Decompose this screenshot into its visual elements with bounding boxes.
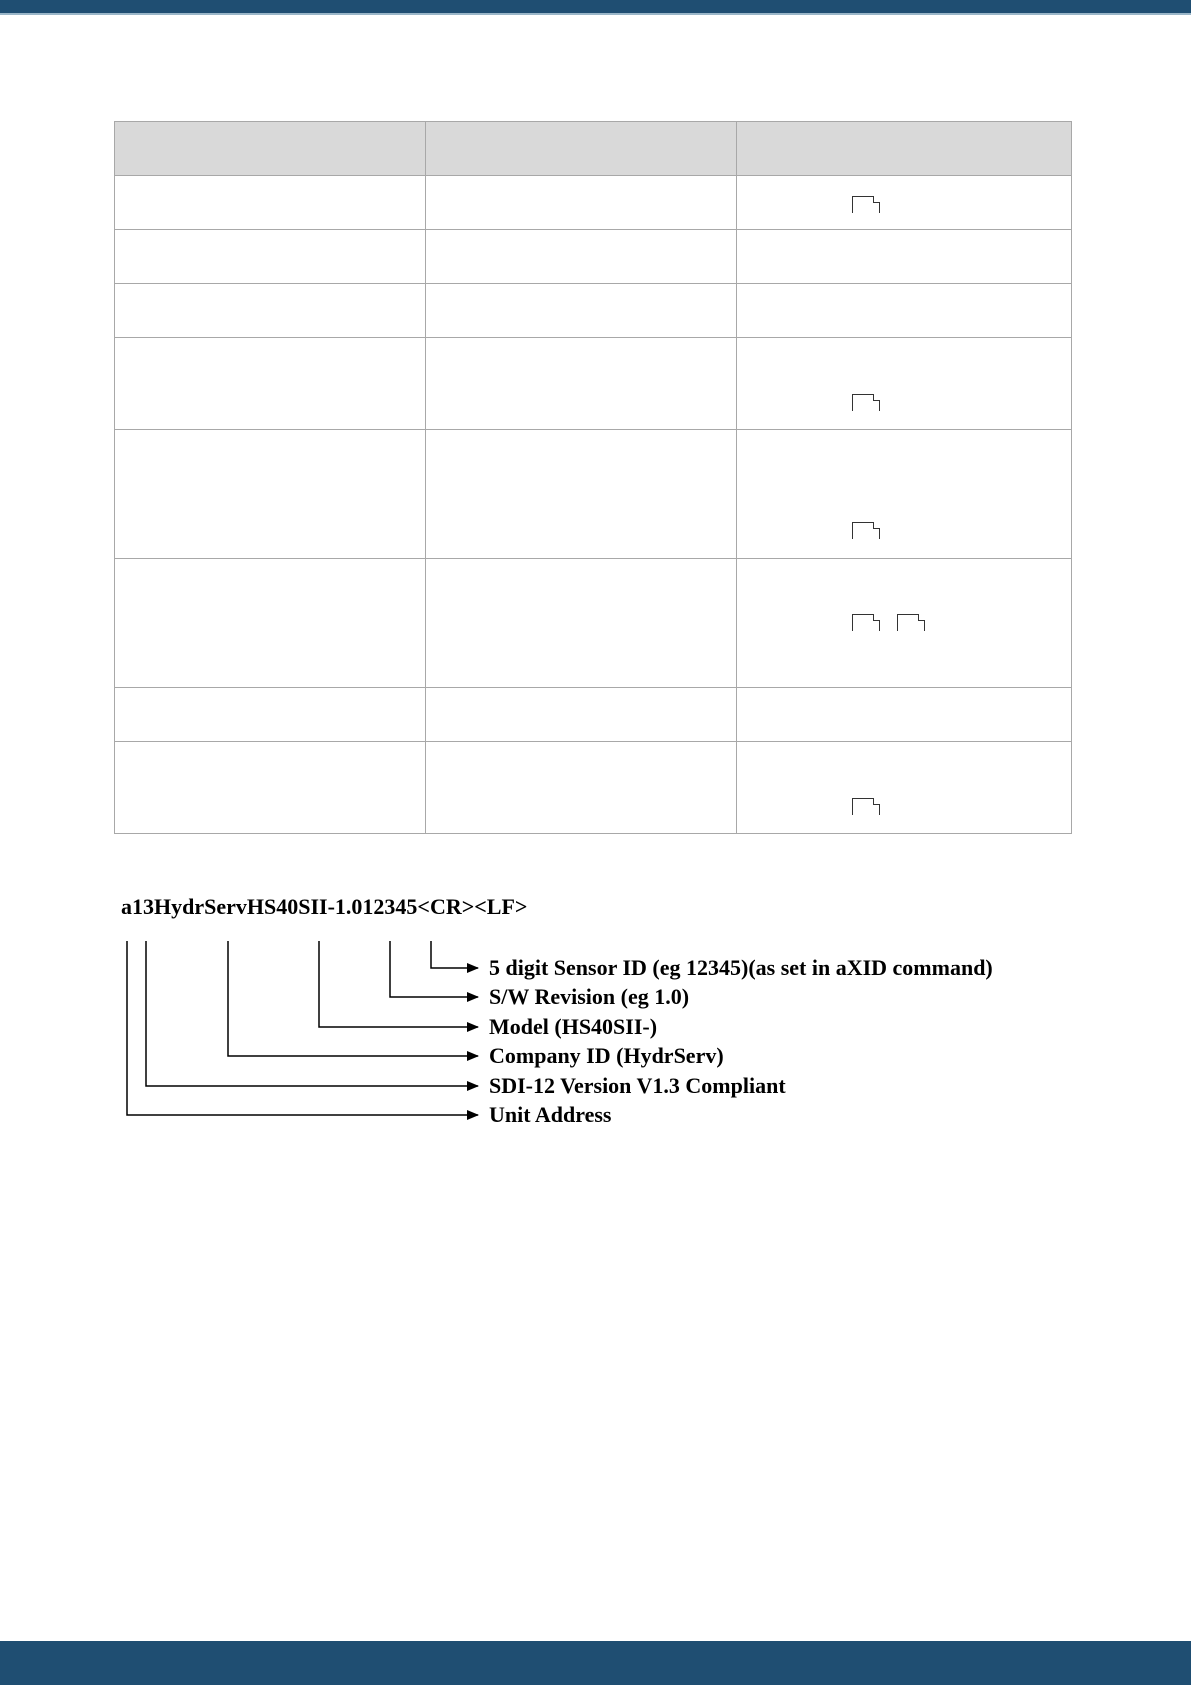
bracket-line-unit-address — [127, 941, 478, 1115]
field-label-sensor-id: 5 digit Sensor ID (eg 12345)(as set in aXID command) — [489, 955, 993, 980]
field-label-sw-revision: S/W Revision (eg 1.0) — [489, 984, 690, 1009]
bracket-line-sw-revision — [390, 941, 478, 997]
field-label-sdi-version: SDI-12 Version V1.3 Compliant — [489, 1073, 786, 1098]
field-label-model: Model (HS40SII-) — [489, 1014, 658, 1039]
footer-banner — [0, 1641, 1191, 1685]
bracket-line-company-id — [228, 941, 478, 1056]
field-label-unit-address: Unit Address — [489, 1102, 612, 1127]
field-label-company-id: Company ID (HydrServ) — [489, 1043, 724, 1068]
response-string: a13HydrServHS40SII-1.012345<CR><LF> — [121, 894, 528, 919]
bracket-line-sensor-id — [431, 941, 478, 968]
bracket-line-model — [319, 941, 478, 1027]
bracket-line-sdi-version — [146, 941, 478, 1086]
